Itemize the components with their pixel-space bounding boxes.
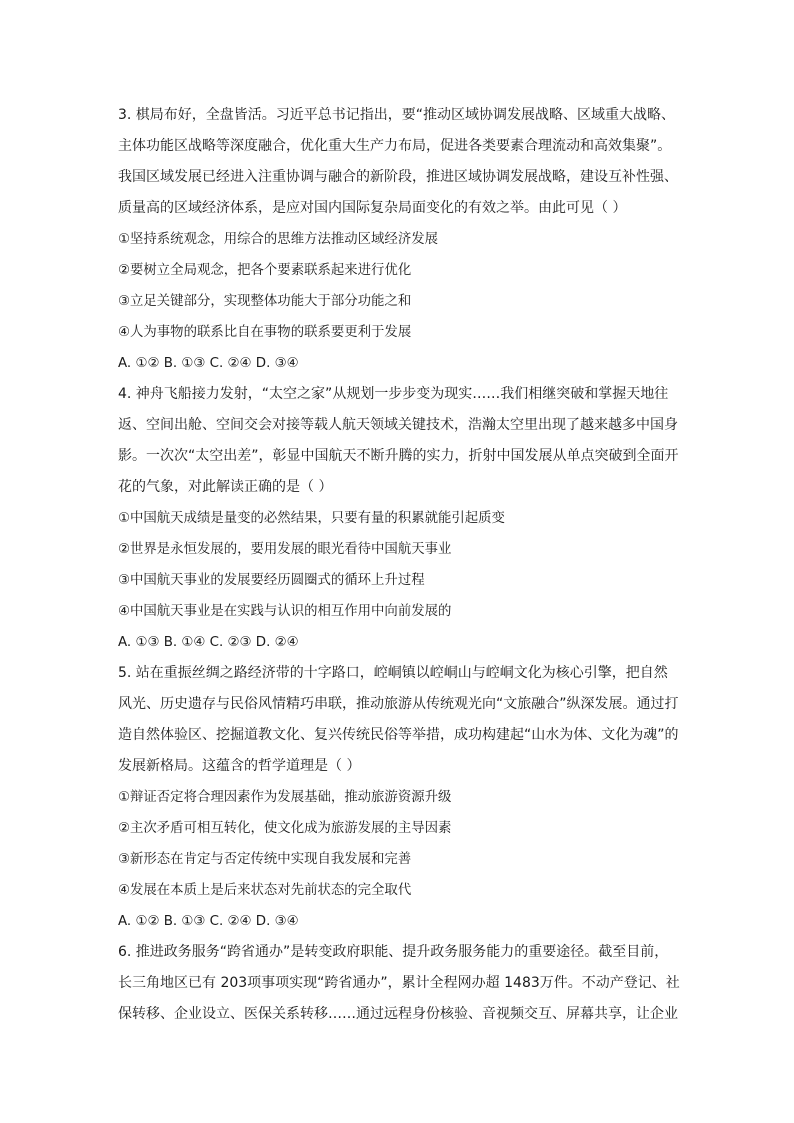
question-stem-line: 风光、历史遗存与民俗风情精巧串联，推动旅游从传统观光向“文旅融合”纵深发展。通过打 xyxy=(118,696,679,712)
option-line: ③立足关键部分，实现整体功能大于部分功能之和 xyxy=(118,294,412,309)
option-line: ①中国航天成绩是量变的必然结果，只要有量的积累就能引起质变 xyxy=(118,511,505,526)
question-stem-line: 6. 推进政务服务“跨省通办”是转变政府职能、提升政务服务能力的重要途径。截至目前， xyxy=(118,944,669,960)
option-line: ③新形态在肯定与否定传统中实现自我发展和完善 xyxy=(118,852,412,867)
option-line: ④发展在本质上是后来状态对先前状态的完全取代 xyxy=(118,883,412,898)
question-stem-line: 发展新格局。这蕴含的哲学道理是（ ） xyxy=(118,758,361,774)
option-line: ④人为事物的联系比自在事物的联系要更利于发展 xyxy=(118,325,412,340)
question-5 xyxy=(118,658,686,937)
option-line: ②要树立全局观念，把各个要素联系起来进行优化 xyxy=(118,263,412,278)
question-stem-line: 返、空间出舱、空间交会对接等载人航天领域关键技术，浩瀚太空里出现了越来越多中国身 xyxy=(118,417,678,433)
question-4 xyxy=(118,379,686,658)
answer-choices: A. ①② B. ①③ C. ②④ D. ③④ xyxy=(118,356,299,371)
question-stem-line: 我国区域发展已经进入注重协调与融合的新阶段，推进区域协调发展战略，建设互补性强、 xyxy=(118,169,678,185)
question-6 xyxy=(118,937,686,1030)
question-stem-line: 影。一次次“太空出差”，彰显中国航天不断升腾的实力，折射中国发展从单点突破到全面开 xyxy=(118,448,679,464)
answer-choices: A. ①③ B. ①④ C. ②③ D. ②④ xyxy=(118,635,299,650)
answer-choices: A. ①② B. ①③ C. ②④ D. ③④ xyxy=(118,914,299,929)
question-stem-line: 保转移、企业设立、医保关系转移……通过远程身份核验、音视频交互、屏幕共享，让企业 xyxy=(118,1006,678,1022)
question-stem-line: 长三角地区已有 203项事项实现“跨省通办”，累计全程网办超 1483万件。不动产登记、社 xyxy=(118,975,680,991)
document-page xyxy=(118,100,686,1030)
question-stem-line: 5. 站在重振丝绸之路经济带的十字路口，崆峒镇以崆峒山与崆峒文化为核心引擎，把自然 xyxy=(118,665,668,681)
option-line: ①辩证否定将合理因素作为发展基础，推动旅游资源升级 xyxy=(118,790,452,805)
question-stem-line: 造自然体验区、挖掘道教文化、复兴传统民俗等举措，成功构建起“山水为体、文化为魂”的 xyxy=(118,727,679,743)
question-stem-line: 质量高的区域经济体系，是应对国内国际复杂局面变化的有效之举。由此可见（ ） xyxy=(118,200,627,216)
question-stem-line: 4. 神舟飞船接力发射，“太空之家”从规划一步步变为现实……我们相继突破和掌握天地往 xyxy=(118,386,669,402)
option-line: ④中国航天事业是在实践与认识的相互作用中向前发展的 xyxy=(118,604,452,619)
question-stem-line: 花的气象，对此解读正确的是（ ） xyxy=(118,479,333,495)
option-line: ③中国航天事业的发展要经历圆圈式的循环上升过程 xyxy=(118,573,425,588)
question-3 xyxy=(118,100,686,379)
question-stem-line: 主体功能区战略等深度融合，优化重大生产力布局，促进各类要素合理流动和高效集聚”。 xyxy=(118,138,672,154)
question-stem-line: 3. 棋局布好，全盘皆活。习近平总书记指出，要“推动区域协调发展战略、区域重大战略、 xyxy=(118,107,676,123)
option-line: ①坚持系统观念，用综合的思维方法推动区域经济发展 xyxy=(118,232,438,247)
option-line: ②主次矛盾可相互转化，使文化成为旅游发展的主导因素 xyxy=(118,821,452,836)
option-line: ②世界是永恒发展的，要用发展的眼光看待中国航天事业 xyxy=(118,542,452,557)
